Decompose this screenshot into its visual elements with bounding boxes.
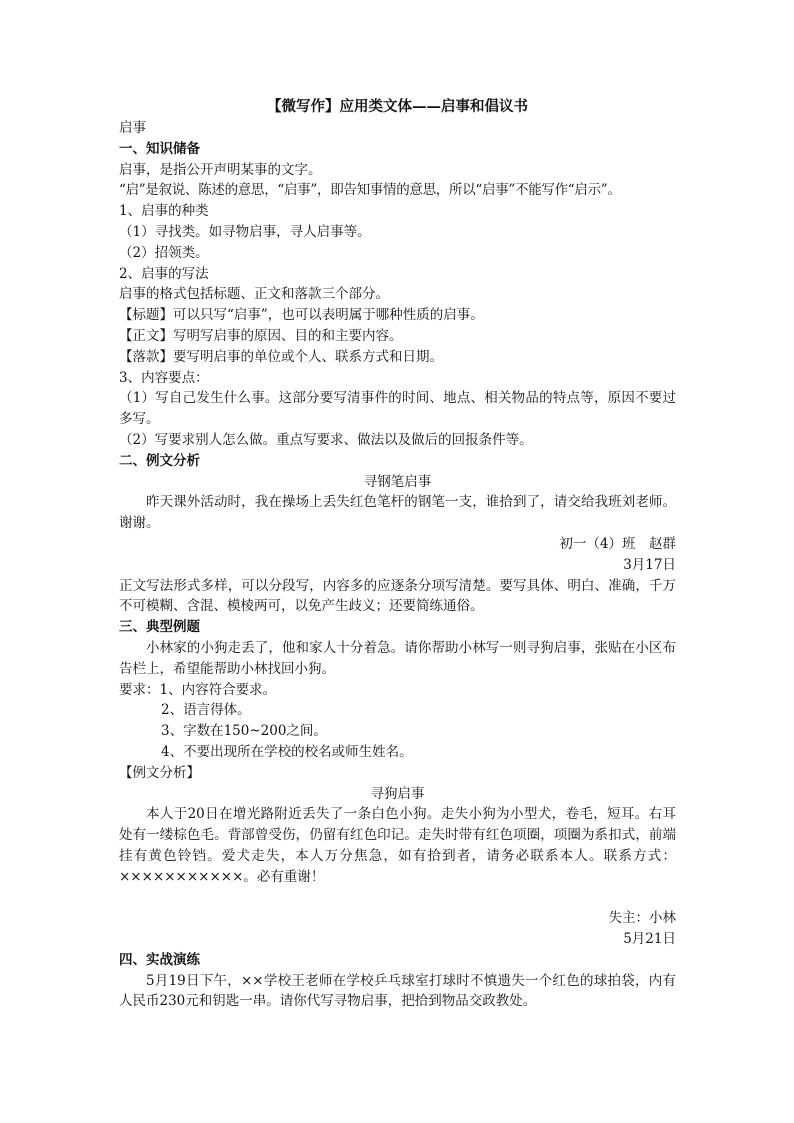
analysis-label: 【例文分析】 bbox=[119, 764, 200, 781]
question-text: 小林家的小狗走丢了，他和家人十分着急。请你帮助小林写一则寻狗启事，张贴在小区布告栏上，希望能帮助小林找回小狗。 bbox=[119, 639, 676, 677]
section-heading-2: 二、例文分析 bbox=[119, 452, 200, 469]
text-line: 启事，是指公开声明某事的文字。 bbox=[119, 161, 322, 178]
document-page bbox=[119, 96, 676, 1012]
spacer bbox=[119, 887, 676, 908]
example-body: 本人于20日在增光路附近丢失了一条白色小狗。走失小狗为小型犬，卷毛，短耳。右耳处有一缕棕色毛。背部曾受伤，仍留有红色印记。走失时带有红色项圈，项圈为系扣式，前端挂有黄色铃铛。爱犬走失，本人万分焦急，如有拾到者，请务必联系本人。联系方式：×××××××××××。必有重谢！ bbox=[119, 806, 676, 885]
example-signature: 失主：小林 bbox=[608, 910, 676, 927]
example-signature: 初一（4）班 赵群 bbox=[559, 535, 676, 552]
text-line: 2、启事的写法 bbox=[119, 265, 209, 282]
text-paragraph: （1）写自己发生什么事。这部分要写清事件的时间、地点、相关物品的特点等，原因不要过多写。 bbox=[119, 390, 676, 428]
document-title: 【微写作】应用类文体——启事和倡议书 bbox=[267, 98, 528, 115]
requirement-item: 2、语言得体。 bbox=[161, 702, 251, 719]
text-line: 1、启事的种类 bbox=[119, 203, 209, 220]
writing-note: 正文写法形式多样，可以分段写，内容多的应逐条分项写清楚。要写具体、明白、准确，千万不可模糊、含混、模棱两可，以免产生歧义；还要简练通俗。 bbox=[119, 577, 676, 615]
text-line: 【落款】要写明启事的单位或个人、联系方式和日期。 bbox=[119, 348, 443, 365]
subtitle: 启事 bbox=[119, 120, 146, 136]
section-heading-3: 三、典型例题 bbox=[119, 619, 200, 636]
example-title: 寻狗启事 bbox=[370, 785, 425, 802]
text-line: （2）招领类。 bbox=[119, 244, 209, 261]
text-line: 【正文】写明写启事的原因、目的和主要内容。 bbox=[119, 327, 403, 344]
section-heading-1: 一、知识储备 bbox=[119, 140, 200, 157]
text-line: （1）寻找类。如寻物启事，寻人启事等。 bbox=[119, 223, 371, 240]
requirement-item: 3、字数在150~200之间。 bbox=[161, 723, 327, 740]
practice-text: 5月19日下午，××学校王老师在学校乒乓球室打球时不慎遗失一个红色的球拍袋，内有人民币230元和钥匙一串。请你代写寻物启事，把拾到物品交政教处。 bbox=[119, 972, 676, 1010]
example-body: 昨天课外活动时，我在操场上丢失红色笔杆的钢笔一支，谁拾到了，请交给我班刘老师。谢谢。 bbox=[119, 494, 676, 532]
requirement-label: 要求：1、内容符合要求。 bbox=[119, 681, 277, 698]
requirement-item: 4、不要出现所在学校的校名或师生姓名。 bbox=[161, 743, 413, 760]
text-line: 3、内容要点： bbox=[119, 369, 209, 386]
text-line: “启”是叙说、陈述的意思，“启事”，即告知事情的意思，所以“启事”不能写作“启示”。 bbox=[119, 182, 621, 199]
example-date: 3月17日 bbox=[623, 556, 676, 573]
text-line: 【标题】可以只写“启事”，也可以表明属于哪种性质的启事。 bbox=[119, 307, 484, 324]
example-date: 5月21日 bbox=[623, 931, 676, 948]
example-title: 寻钢笔启事 bbox=[363, 473, 432, 490]
section-heading-4: 四、实战演练 bbox=[119, 951, 200, 968]
text-line: 启事的格式包括标题、正文和落款三个部分。 bbox=[119, 286, 389, 303]
text-line: （2）写要求别人怎么做。重点写要求、做法以及做后的回报条件等。 bbox=[119, 431, 533, 448]
